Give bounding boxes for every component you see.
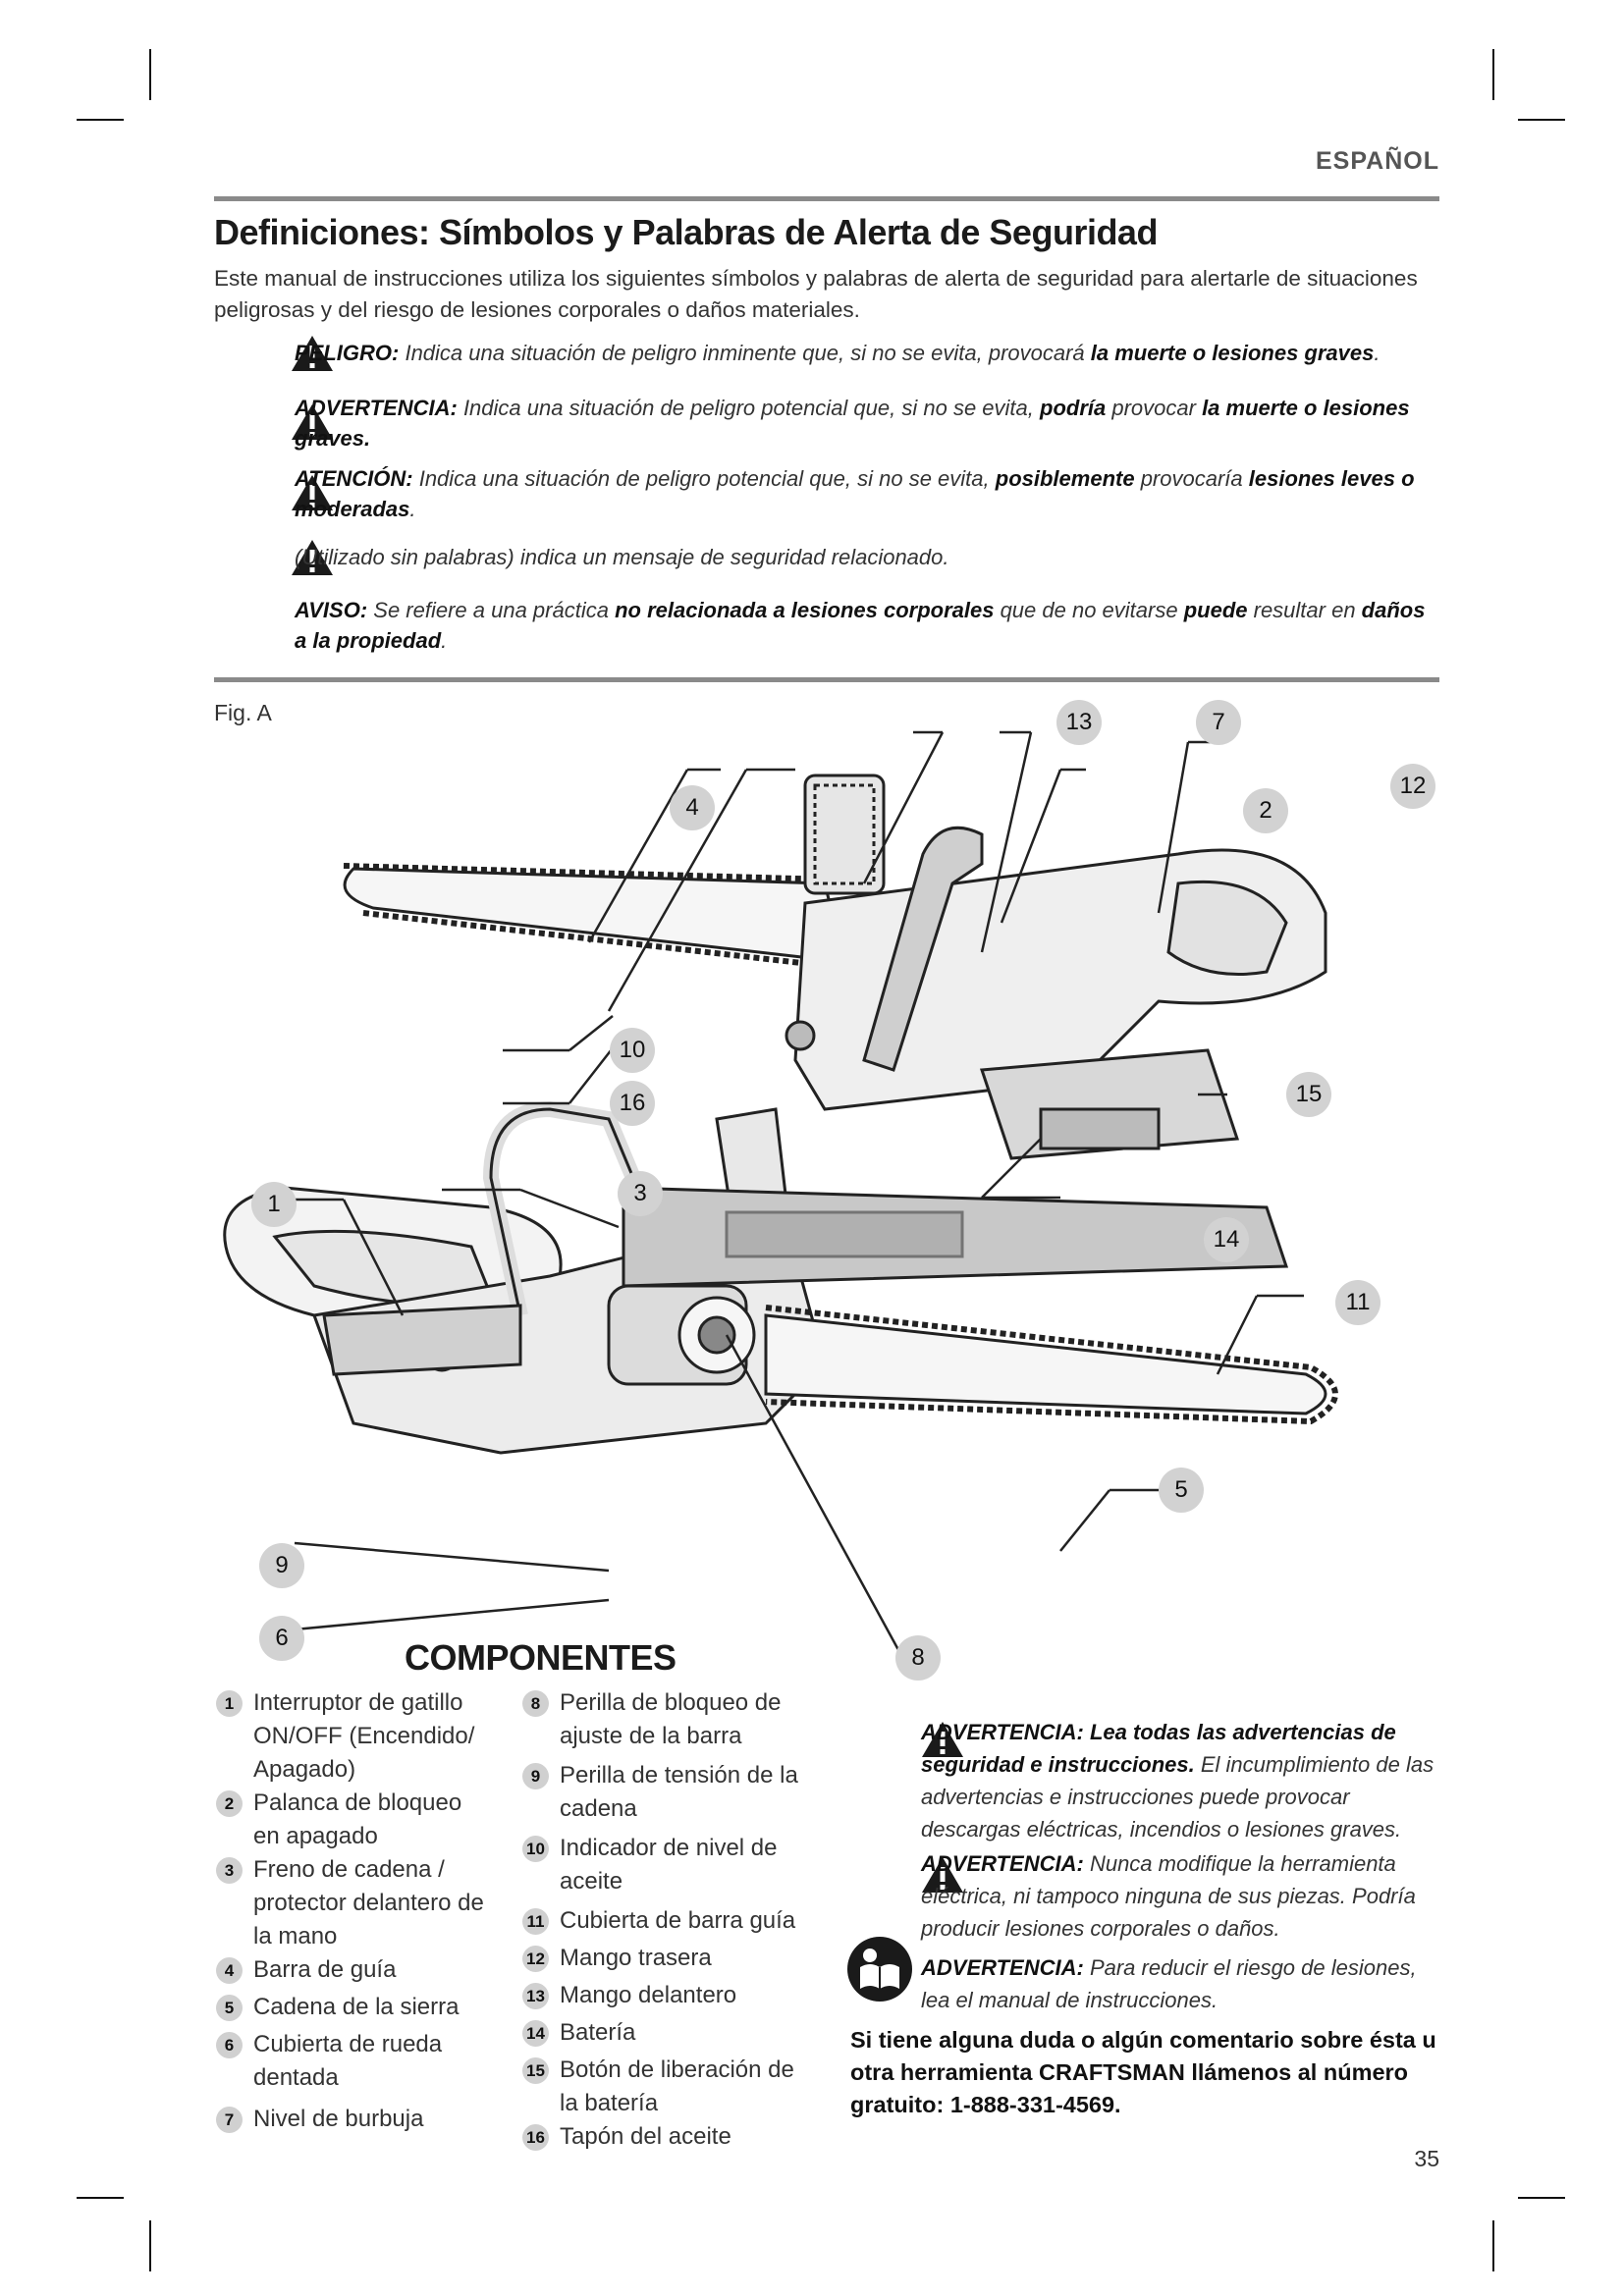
component-number: 14 [522,2020,549,2047]
aviso-bold: no relacionada a lesiones corporales [615,598,995,622]
component-item [216,2028,491,2095]
warning-read-all-bold: ADVERTENCIA: Lea todas las advertencias de seguridad e instrucciones. [921,1720,1396,1777]
component-item [216,2103,491,2136]
component-label: Palanca de bloqueo en apagado [253,1789,462,1849]
component-label: Cubierta de barra guía [560,1907,796,1934]
advertencia-label: ADVERTENCIA: [295,396,458,420]
crop-mark [77,2197,124,2199]
component-number: 5 [216,1995,243,2021]
callout-10: 10 [610,1028,655,1073]
section-intro: Este manual de instrucciones utiliza los siguientes símbolos y palabras de alerta de seguridad para alertarle de situaciones peligrosas y del riesgo de lesiones corporales o daños materiales. [214,266,1418,322]
aviso-bold: daños a la propiedad [295,598,1426,653]
warning-modify-text: Nunca modifique la herramienta eléctrica, ni tampoco ninguna de sus piezas. Podría producir lesiones corporales o daños. [921,1851,1416,1941]
component-item [522,1832,817,1898]
component-item [216,1953,491,1987]
component-item [522,2054,817,2120]
warning-read-all [921,1716,1441,1845]
callout-5: 5 [1159,1468,1204,1513]
aviso-text: Se refiere a una práctica [367,598,616,622]
component-label: Nivel de burbuja [253,2106,424,2132]
crop-mark [149,49,151,100]
component-label: Batería [560,2019,636,2046]
warning-read-manual-label: ADVERTENCIA: [921,1955,1084,1980]
warning-read-manual [921,1951,1441,2016]
component-number: 4 [216,1957,243,1984]
component-label: Mango delantero [560,1982,737,2008]
component-number: 10 [522,1836,549,1862]
definition-sin-palabras: (Utilizado sin palabras) indica un mensaje de seguridad relacionado. [295,545,949,569]
component-number: 3 [216,1857,243,1884]
peligro-text: Indica una situación de peligro inminente que, si no se evita, provocará [399,341,1091,365]
atencion-bold: posiblemente [995,466,1135,491]
component-number: 13 [522,1983,549,2009]
callout-3: 3 [618,1171,663,1216]
component-number: 12 [522,1946,549,1972]
crop-mark [1492,2220,1494,2271]
component-label: Perilla de tensión de la cadena [560,1762,798,1822]
definition-peligro [295,338,1439,368]
component-label: Interruptor de gatillo ON/OFF (Encendido/ Apagado) [253,1689,475,1783]
component-item [216,1787,491,1853]
atencion-text: Indica una situación de peligro potencial que, si no se evita, [412,466,996,491]
component-label: Mango trasera [560,1945,712,1971]
aviso-end: . [441,628,448,653]
atencion-end: . [409,497,416,521]
aviso-text: resultar en [1247,598,1362,622]
component-item [522,1686,817,1753]
page-number: 35 [1414,2146,1439,2171]
component-label: Barra de guía [253,1956,397,1983]
callout-7: 7 [1196,700,1241,745]
callout-12: 12 [1390,764,1435,809]
component-label: Cadena de la sierra [253,1994,460,2020]
callout-9: 9 [259,1543,304,1588]
warning-read-manual-text: Para reducir el riesgo de lesiones, lea el manual de instrucciones. [921,1955,1417,2012]
language-label: ESPAÑOL [1316,147,1439,175]
component-number: 9 [522,1763,549,1789]
section-rule [214,677,1439,682]
component-item [522,2016,817,2050]
component-label: Indicador de nivel de aceite [560,1835,778,1895]
component-item [216,1853,491,1953]
warning-modify-label: ADVERTENCIA: [921,1851,1084,1876]
component-item [522,1904,817,1938]
callout-1: 1 [251,1182,297,1227]
components-title: COMPONENTES [405,1637,677,1678]
callout-4: 4 [670,785,715,830]
peligro-end: . [1374,341,1380,365]
component-number: 6 [216,2032,243,2058]
crop-mark [1518,119,1565,121]
component-label: Freno de cadena / protector delantero de la mano [253,1856,484,1949]
component-item [522,2120,817,2154]
aviso-bold: puede [1183,598,1248,622]
component-item [522,1759,817,1826]
peligro-bold: la muerte o lesiones graves [1090,341,1375,365]
advertencia-text: Indica una situación de peligro potencial que, si no se evita, [457,396,1040,420]
component-number: 8 [522,1690,549,1717]
section-title: Definiciones: Símbolos y Palabras de Alerta de Seguridad [214,212,1158,252]
component-label: Botón de liberación de la batería [560,2056,794,2116]
component-number: 7 [216,2107,243,2133]
advertencia-bold: la muerte o lesiones graves. [295,396,1410,451]
warning-modify [921,1847,1441,1945]
callout-6: 6 [259,1616,304,1661]
aviso-label: AVISO: [295,598,368,622]
definition-atencion [295,463,1439,524]
crop-mark [149,2220,151,2271]
atencion-label: ATENCIÓN: [295,466,413,491]
callout-14: 14 [1204,1217,1249,1262]
component-label: Perilla de bloqueo de ajuste de la barra [560,1689,782,1749]
component-number: 16 [522,2124,549,2151]
component-number: 15 [522,2057,549,2084]
callout-13: 13 [1056,700,1102,745]
crop-mark [1518,2197,1565,2199]
component-item [216,1991,491,2024]
atencion-bold: lesiones leves o moderadas [295,466,1415,521]
component-label: Tapón del aceite [560,2123,731,2150]
component-number: 2 [216,1790,243,1817]
crop-mark [1492,49,1494,100]
component-item [522,1979,817,2012]
callout-11: 11 [1335,1280,1380,1325]
peligro-label: PELIGRO: [295,341,400,365]
atencion-text: provocaría [1134,466,1249,491]
component-number: 1 [216,1690,243,1717]
advertencia-text: provocar [1106,396,1203,420]
read-manual-icon [846,1936,913,2002]
warning-read-all-text: El incumplimiento de las advertencias e instrucciones puede provocar descargas eléctricas, incendios o lesiones graves. [921,1752,1435,1842]
callout-8: 8 [895,1635,941,1681]
aviso-text: que de no evitarse [994,598,1184,622]
definition-advertencia [295,393,1439,454]
definition-aviso [295,595,1439,656]
figure-label: Fig. A [214,700,272,725]
callout-15: 15 [1286,1072,1331,1117]
header-rule [214,196,1439,201]
advertencia-bold: podría [1040,396,1107,420]
component-item [216,1686,491,1787]
component-number: 11 [522,1908,549,1935]
callout-16: 16 [610,1081,655,1126]
contact-info: Si tiene alguna duda o algún comentario sobre ésta u otra herramienta CRAFTSMAN llámenos al número gratuito: 1-888-331-4569. [850,2027,1436,2117]
crop-mark [77,119,124,121]
callout-2: 2 [1243,788,1288,833]
component-label: Cubierta de rueda dentada [253,2031,443,2091]
component-item [522,1942,817,1975]
